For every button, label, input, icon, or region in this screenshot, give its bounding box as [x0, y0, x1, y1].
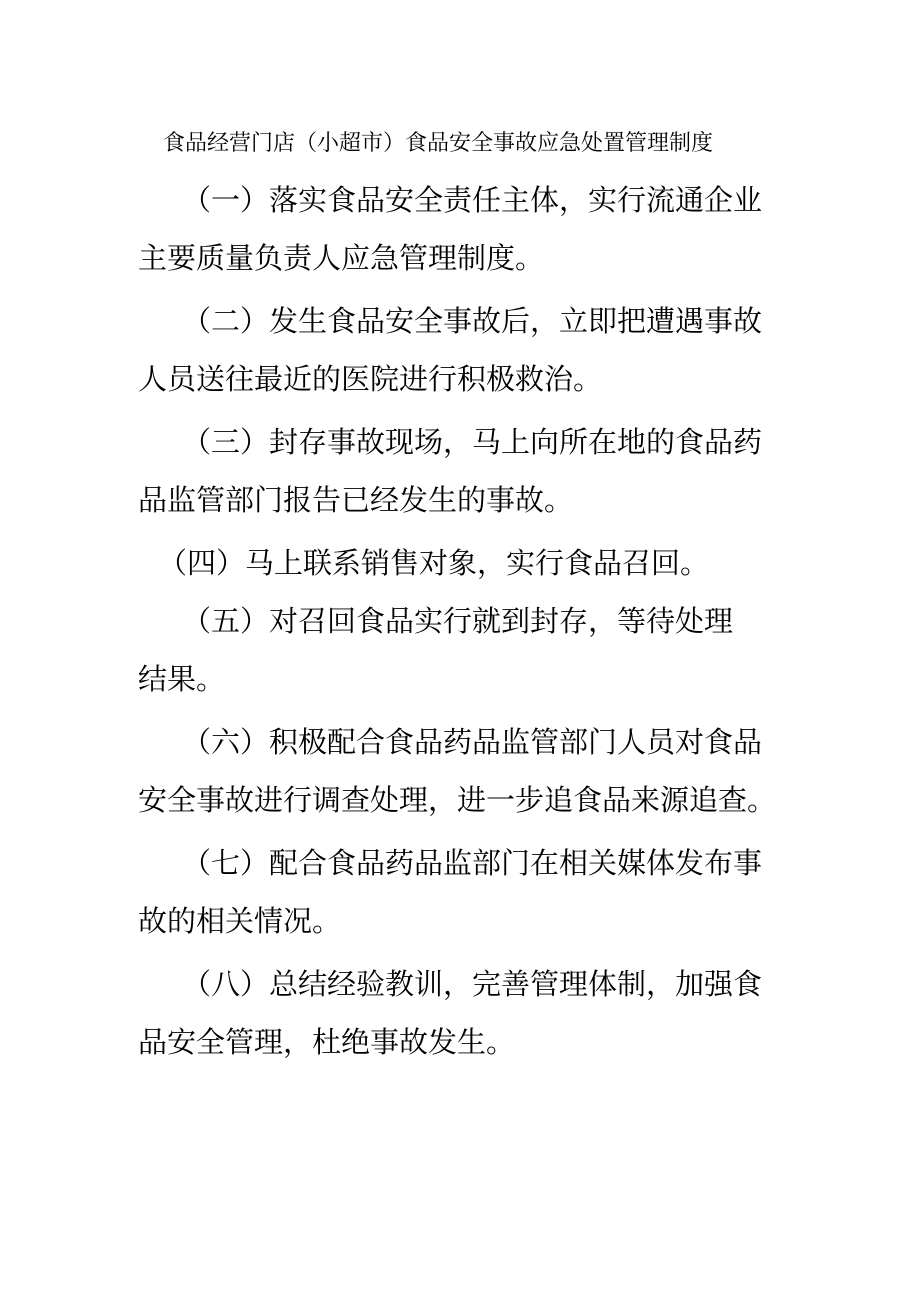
paragraph-7: （七）配合食品药品监部门在相关媒体发布事故的相关情况。	[138, 846, 763, 938]
paragraph-3: （三）封存事故现场，马上向所在地的食品药品监管部门报告已经发生的事故。	[138, 425, 763, 517]
document-title: 食品经营门店（小超市）食品安全事故应急处置管理制度	[163, 131, 714, 156]
paragraph-1: （一）落实食品安全责任主体，实行流通企业主要质量负责人应急管理制度。	[138, 183, 763, 275]
paragraph-6: （六）积极配合食品药品监管部门人员对食品安全事故进行调查处理，进一步追食品来源追查。	[138, 725, 777, 817]
paragraph-8: （八）总结经验教训，完善管理体制，加强食品安全管理，杜绝事故发生。	[138, 967, 763, 1059]
paragraph-4: （四）马上联系销售对象，实行食品召回。	[158, 546, 710, 580]
paragraph-5: （五）对召回食品实行就到封存，等待处理结果。	[138, 604, 734, 696]
paragraph-2: （二）发生食品安全事故后，立即把遭遇事故人员送往最近的医院进行积极救治。	[138, 304, 763, 396]
